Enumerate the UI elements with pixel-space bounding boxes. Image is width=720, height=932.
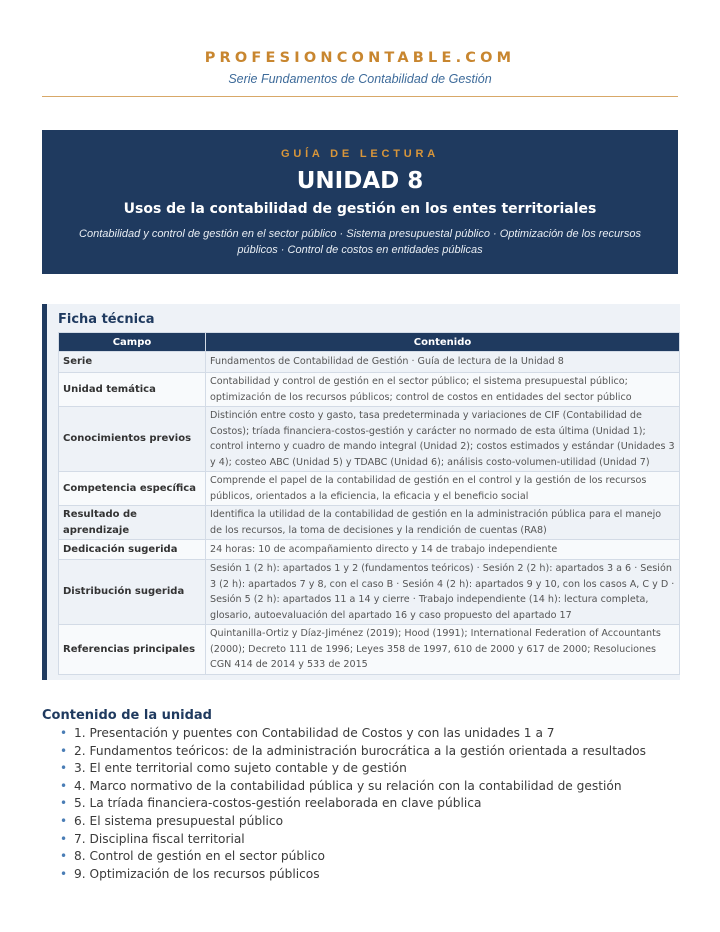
- list-item-text: 4. Marco normativo de la contabilidad pública y su relación con la contabilidad de gestión: [74, 778, 622, 793]
- bullet-icon: •: [60, 831, 68, 846]
- unit-topics: Contabilidad y control de gestión en el sector público · Sistema presupuestal público · Optimización de los recursos públicos · Control de costos en entidades públicas: [79, 228, 641, 256]
- table-row: [59, 540, 680, 560]
- list-item-text: 9. Optimización de los recursos públicos: [74, 866, 320, 881]
- content-cell: Fundamentos de Contabilidad de Gestión · Guía de lectura de la Unidad 8: [206, 352, 680, 373]
- content-cell: Sesión 1 (2 h): apartados 1 y 2 (fundamentos teóricos) · Sesión 2 (2 h): apartados 3 a 6 · Sesión 3 (2 h): apartados 7 y 8, con el caso B · Sesión 4 (2 h): apartados 9 y 10, con los casos A, C y D · Sesión 5 (2 h): apartados 11 a 14 y cierre · Trabajo independiente (14 h): lectura completa, glosario, autoevaluación del apartado 16 y caso propuesto del apartado 17: [206, 560, 680, 625]
- unit-title: UNIDAD 8: [296, 168, 424, 194]
- field-cell: Conocimientos previos: [59, 407, 206, 472]
- column-header-campo: Campo: [59, 333, 206, 352]
- list-item-text: 6. El sistema presupuestal público: [74, 813, 284, 828]
- list-item: [60, 795, 678, 813]
- content-cell: Contabilidad y control de gestión en el sector público; el sistema presupuestal público; optimización de los recursos públicos; control de costos en entidades del sector público: [206, 373, 680, 407]
- list-item: [60, 760, 678, 778]
- list-item: [60, 866, 678, 884]
- list-item-text: 1. Presentación y puentes con Contabilidad de Costos y con las unidades 1 a 7: [74, 726, 555, 740]
- list-item-text: 2. Fundamentos teóricos: de la administración burocrática a la gestión orientada a resultados: [74, 743, 646, 758]
- table-row: [59, 625, 680, 675]
- table-row: [59, 560, 680, 625]
- bullet-icon: •: [60, 849, 68, 864]
- list-item-text: 5. La tríada financiera-costos-gestión reelaborada en clave pública: [74, 796, 482, 811]
- bullet-icon: •: [60, 866, 68, 881]
- content-cell: Identifica la utilidad de la contabilidad de gestión en la administración pública para el manejo de los recursos, la toma de decisiones y la rendición de cuentas (RA8): [206, 506, 680, 540]
- bullet-icon: •: [60, 743, 68, 758]
- field-cell: Unidad temática: [59, 373, 206, 407]
- content-cell: 24 horas: 10 de acompañamiento directo y 14 de trabajo independiente: [206, 540, 680, 560]
- content-cell: Distinción entre costo y gasto, tasa predeterminada y variaciones de CIF (Contabilidad de Costos); tríada financiera-costos-gestión y carácter no normado de esta última (Unidad 1); control interno y cuadro de mando integral (Unidad 2); costos estimados y estándar (Unidades 3 y 4); costeo ABC (Unidad 5) y TDABC (Unidad 6); análisis costo-volumen-utilidad (Unidad 7): [206, 407, 680, 472]
- table-row: [59, 352, 680, 373]
- contenido-title: Contenido de la unidad: [42, 708, 212, 723]
- ficha-title: Ficha técnica: [58, 312, 155, 327]
- list-item: [60, 813, 678, 831]
- site-header: [42, 48, 678, 87]
- field-cell: Resultado de aprendizaje: [59, 506, 206, 540]
- table-row: [59, 506, 680, 540]
- list-item: [60, 778, 678, 796]
- list-item-text: 3. El ente territorial como sujeto contable y de gestión: [74, 761, 407, 776]
- bullet-icon: •: [60, 796, 68, 811]
- field-cell: Referencias principales: [59, 625, 206, 675]
- field-cell: Dedicación sugerida: [59, 540, 206, 560]
- bullet-icon: •: [60, 726, 68, 740]
- contenido-list: [42, 725, 678, 883]
- list-item: [60, 848, 678, 866]
- table-row: [59, 472, 680, 506]
- content-cell: Quintanilla-Ortiz y Díaz-Jiménez (2019); Hood (1991); International Federation of Accountants (2000); Decreto 111 de 1996; Leyes 358 de 1997, 610 de 2000 y 617 de 2000; Resoluciones CGN 414 de 2014 y 533 de 2015: [206, 625, 680, 675]
- site-name: PROFESIONCONTABLE.COM: [204, 50, 516, 66]
- list-item: [60, 831, 678, 849]
- banner-kicker: GUÍA DE LECTURA: [280, 148, 440, 160]
- bullet-icon: •: [60, 813, 68, 828]
- ficha-tecnica: [42, 304, 680, 680]
- header-divider: [42, 96, 678, 97]
- list-item-text: 7. Disciplina fiscal territorial: [74, 831, 245, 846]
- table-row: [59, 373, 680, 407]
- bullet-icon: •: [60, 761, 68, 776]
- list-item-text: 8. Control de gestión en el sector público: [74, 849, 325, 864]
- bullet-icon: •: [60, 778, 68, 793]
- table-header-row: [59, 333, 680, 352]
- field-cell: Competencia específica: [59, 472, 206, 506]
- table-row: [59, 407, 680, 472]
- content-cell: Comprende el papel de la contabilidad de gestión en el control y la gestión de los recursos públicos, orientados a la eficiencia, la eficacia y el beneficio social: [206, 472, 680, 506]
- column-header-contenido: Contenido: [206, 333, 680, 352]
- field-cell: Distribución sugerida: [59, 560, 206, 625]
- series-subtitle: Serie Fundamentos de Contabilidad de Gestión: [228, 72, 492, 86]
- unit-subtitle: Usos de la contabilidad de gestión en los entes territoriales: [123, 201, 597, 217]
- ficha-table: [58, 332, 680, 675]
- contenido-section: [42, 707, 678, 883]
- list-item: [60, 725, 678, 743]
- unit-banner: [42, 130, 678, 274]
- list-item: [60, 743, 678, 761]
- field-cell: Serie: [59, 352, 206, 373]
